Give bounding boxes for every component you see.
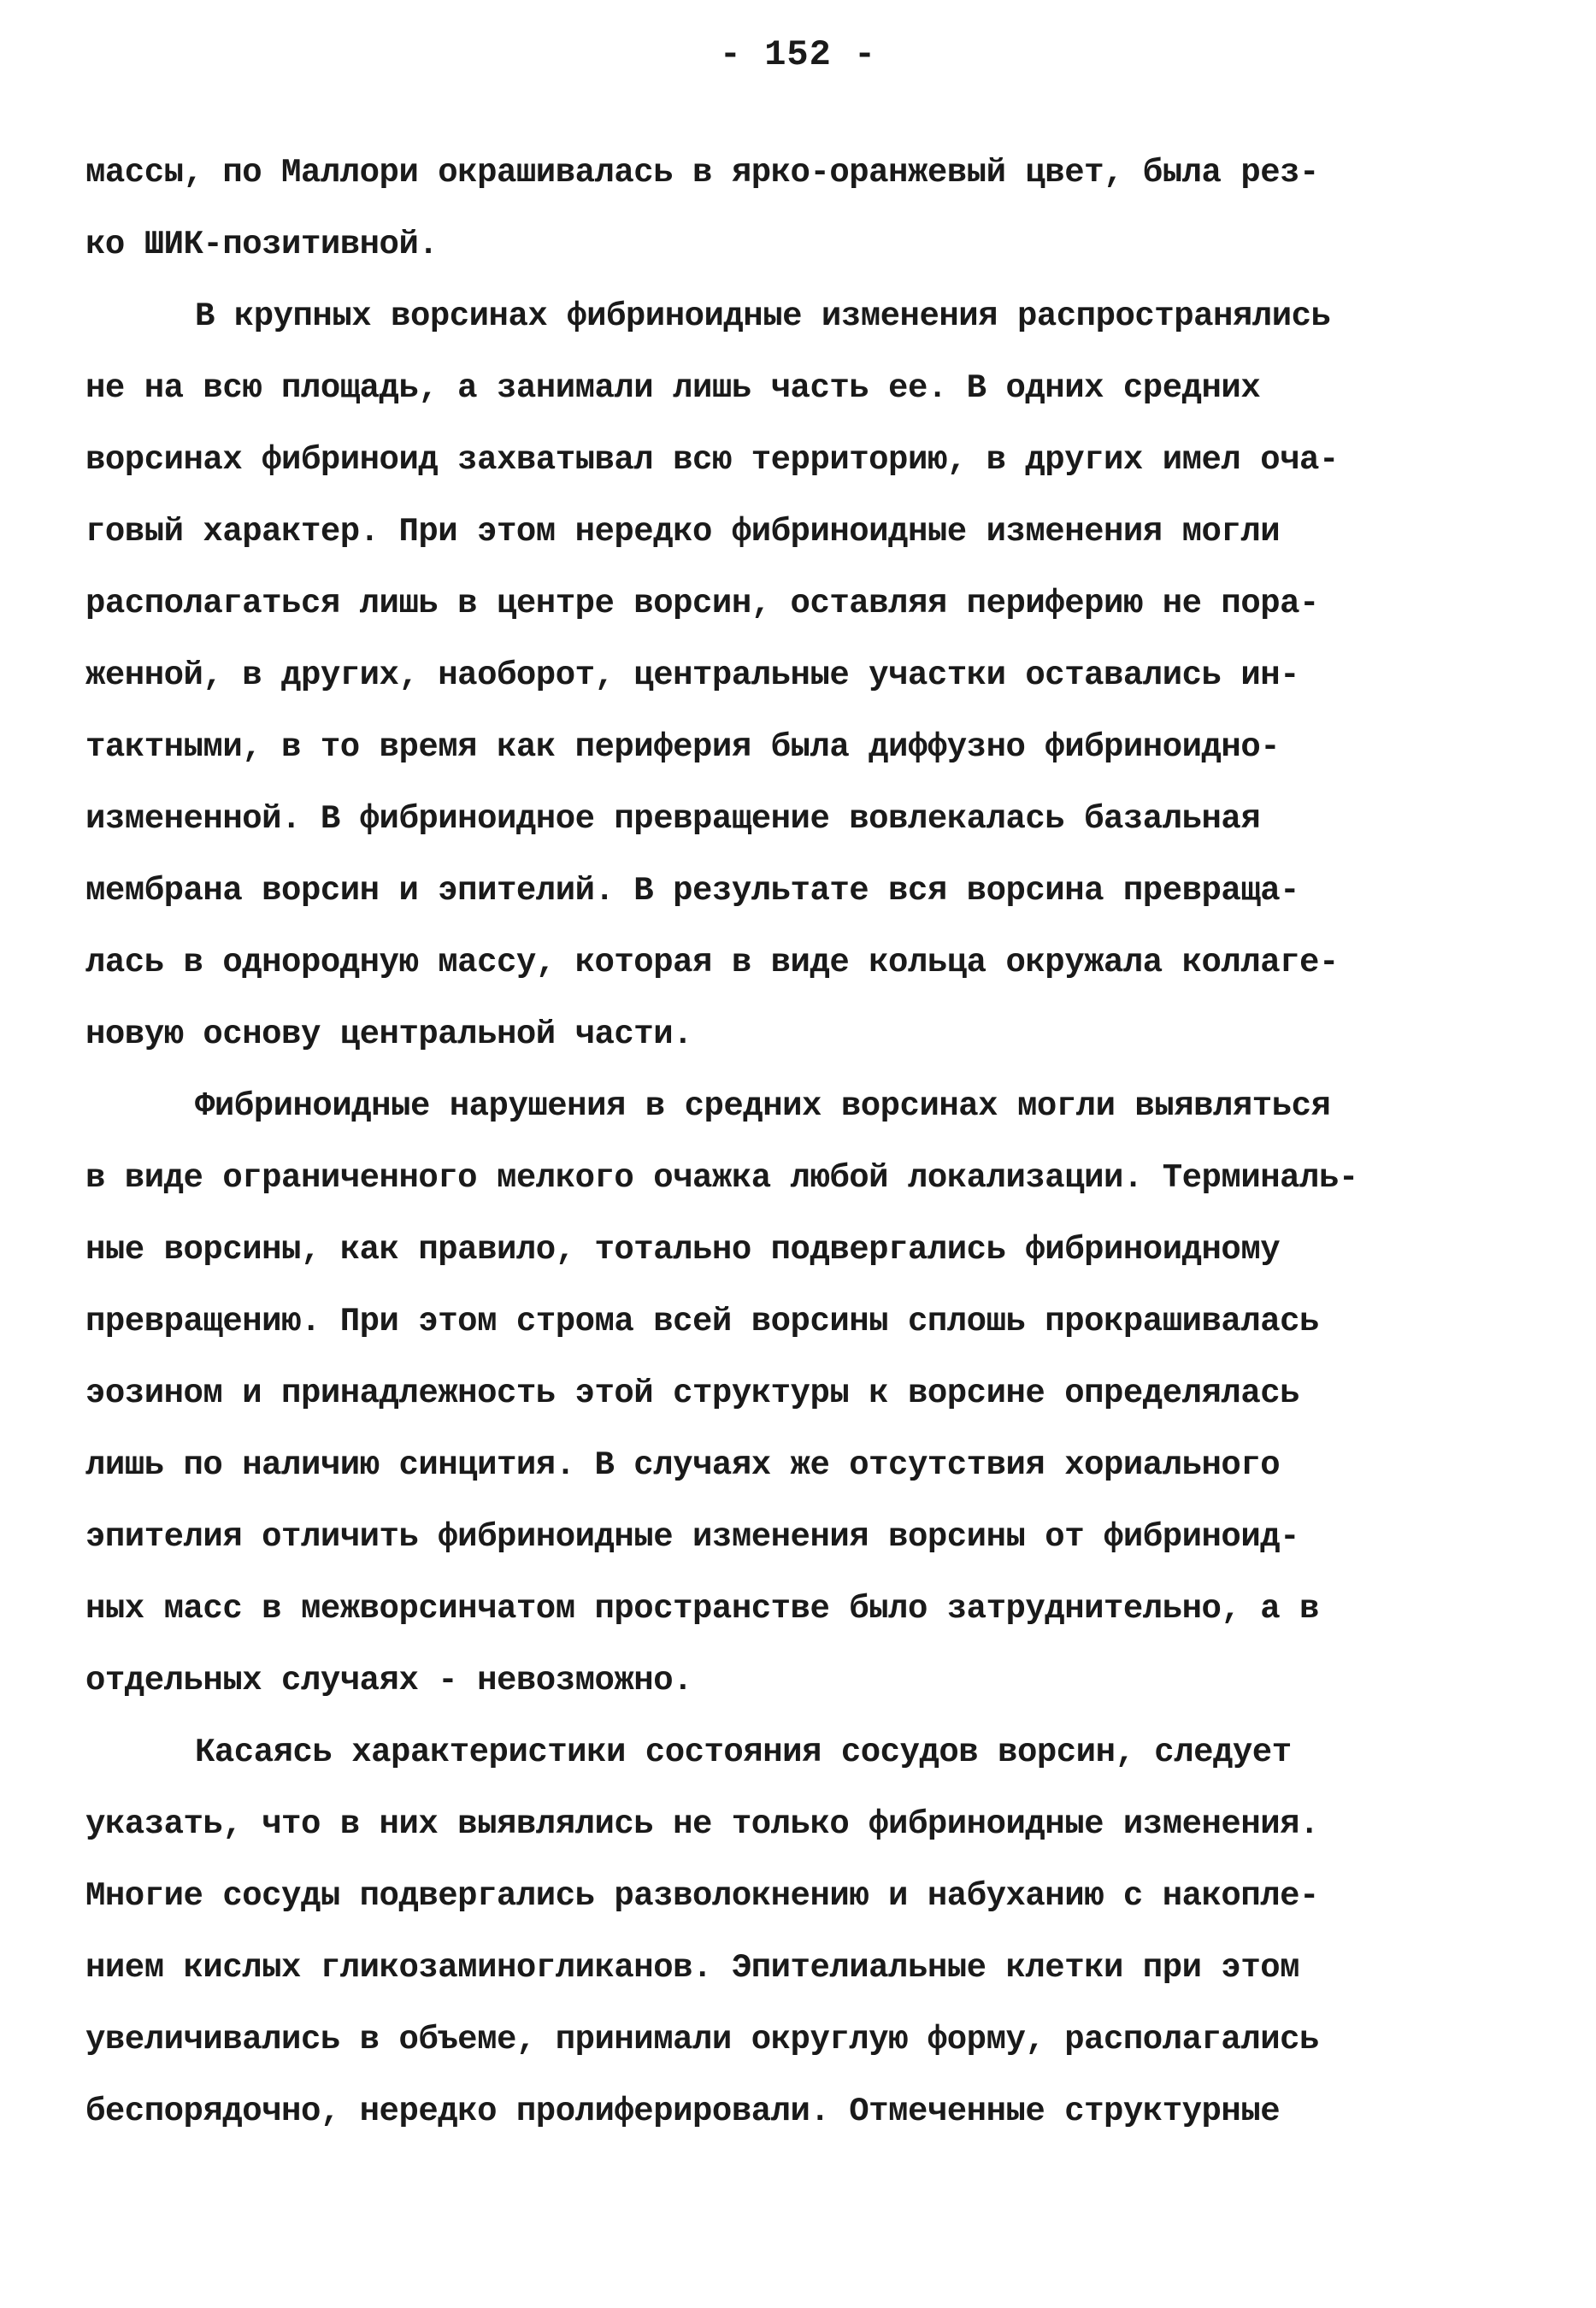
text-line: указать, что в них выявлялись не только фибриноидные изменения. bbox=[85, 1805, 1319, 1843]
text-line: новую основу центральной части. bbox=[85, 1016, 693, 1053]
text-line: увеличивались в объеме, принимали округлую форму, располагались bbox=[85, 2021, 1319, 2058]
text-line: Многие сосуды подвергались разволокнению и набуханию с накопле- bbox=[85, 1877, 1319, 1915]
text-line: нием кислых гликозаминогликанов. Эпителиальные клетки при этом bbox=[85, 1949, 1300, 1987]
text-line: тактными, в то время как периферия была диффузно фибриноидно- bbox=[85, 728, 1281, 766]
text-line: мембрана ворсин и эпителий. В результате вся ворсина превраща- bbox=[85, 872, 1300, 910]
text-line: располагаться лишь в центре ворсин, оставляя периферию не пора- bbox=[85, 585, 1319, 622]
page-number: - 152 - bbox=[719, 34, 877, 75]
text-line: Фибриноидные нарушения в средних ворсинах могли выявляться bbox=[195, 1087, 1331, 1125]
text-line: ных масс в межворсинчатом пространстве было затруднительно, а в bbox=[85, 1590, 1319, 1628]
text-line: ворсинах фибриноид захватывал всю территорию, в других имел оча- bbox=[85, 441, 1339, 479]
text-line: ные ворсины, как правило, тотально подвергались фибриноидному bbox=[85, 1231, 1281, 1269]
text-line: не на всю площадь, а занимали лишь часть ее. В одних средних bbox=[85, 369, 1261, 407]
text-line: ко ШИК-позитивной. bbox=[85, 226, 439, 263]
text-line: превращению. При этом строма всей ворсины сплошь прокрашивалась bbox=[85, 1303, 1319, 1340]
text-line: массы, по Маллори окрашивалась в ярко-оранжевый цвет, была рез- bbox=[85, 154, 1319, 191]
text-line: в виде ограниченного мелкого очажка любой локализации. Терминаль- bbox=[85, 1159, 1358, 1197]
text-line: эозином и принадлежность этой структуры к ворсине определялась bbox=[85, 1375, 1300, 1412]
text-line: Касаясь характеристики состояния сосудов ворсин, следует bbox=[195, 1734, 1292, 1771]
text-line: эпителия отличить фибриноидные изменения ворсины от фибриноид- bbox=[85, 1518, 1300, 1556]
body-text bbox=[85, 137, 1539, 2147]
text-line: говый характер. При этом нередко фибриноидные изменения могли bbox=[85, 513, 1281, 551]
text-line: измененной. В фибриноидное превращение вовлекалась базальная bbox=[85, 800, 1261, 838]
text-line: лишь по наличию синцития. В случаях же отсутствия хориального bbox=[85, 1446, 1281, 1484]
text-line: беспорядочно, нередко пролиферировали. Отмеченные структурные bbox=[85, 2093, 1281, 2130]
text-line: В крупных ворсинах фибриноидные изменения распространялись bbox=[195, 297, 1331, 335]
text-line: лась в однородную массу, которая в виде кольца окружала коллаге- bbox=[85, 944, 1339, 981]
text-line: женной, в других, наоборот, центральные участки оставались ин- bbox=[85, 656, 1300, 694]
text-line: отдельных случаях - невозможно. bbox=[85, 1662, 693, 1699]
